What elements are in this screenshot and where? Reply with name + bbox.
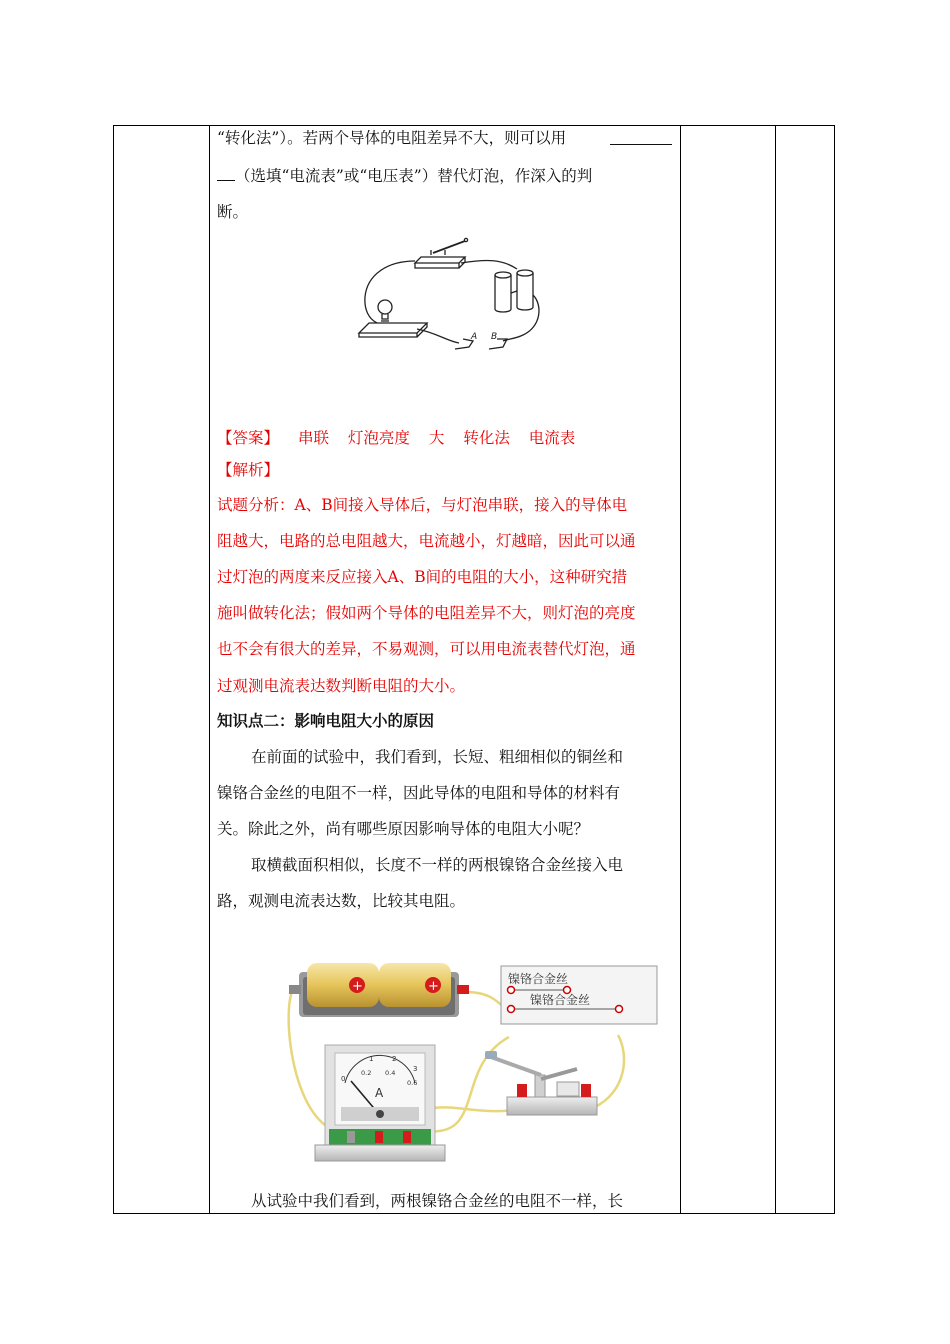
paragraph-line: 在前面的试验中，我们看到，长短、粗细相似的铜丝和: [251, 748, 624, 766]
answer-item: 灯泡亮度: [347, 429, 410, 447]
paragraph-line: 关。除此之外，尚有哪些原因影响导体的电阻大小呢？: [217, 820, 590, 838]
answer-item: 串联: [297, 429, 329, 447]
wire-label-1: 镍铬合金丝: [508, 972, 569, 986]
paragraph-line: 镍铬合金丝的电阻不一样，因此导体的电阻和导体的材料有: [217, 784, 621, 802]
column-divider-3: [775, 126, 776, 1213]
question-line-1: [217, 128, 672, 148]
answer-item: 转化法: [463, 429, 510, 447]
question-text-1: “转化法”）。若两个导体的电阻差异不大，则可以用: [217, 129, 567, 147]
analysis-line: 也不会有很大的差异，不易观测，可以用电流表替代灯泡，通: [217, 640, 636, 658]
analysis-line: 施叫做转化法；假如两个导体的电阻差异不大，则灯泡的亮度: [217, 604, 636, 622]
lamp-circuit-figure: [347, 235, 557, 355]
question-text-2: （选填“电流表”或“电压表”）替代灯泡，作深入的判: [235, 167, 593, 185]
paragraph-text: 从试验中我们看到，两根镍铬合金丝的电阻不一样，长: [251, 1192, 624, 1210]
analysis-tag: 【解析】: [217, 461, 280, 479]
answer-item: 大: [428, 429, 445, 447]
column-divider-2: [680, 126, 681, 1213]
scale-bottom-label: 0: [341, 1075, 346, 1083]
answer-blank-part1: [610, 128, 672, 145]
answer-item: 电流表: [528, 429, 576, 447]
scale-top-label: 3: [413, 1065, 418, 1073]
svg-text:+: +: [352, 979, 363, 994]
question-line-3: 断。: [217, 203, 249, 221]
scale-top-label: 2: [392, 1055, 397, 1063]
analysis-line: 阻越大，电路的总电阻越大，电流越小，灯越暗，因此可以通: [217, 532, 636, 550]
answer-line: [217, 428, 672, 448]
svg-text:+: +: [428, 979, 439, 994]
answer-blank-part2: [217, 164, 235, 181]
analysis-line: 过观测电流表达数判断电阻的大小。: [217, 677, 466, 695]
clip-a-label: A: [471, 332, 478, 342]
paragraph-line-last: [217, 1191, 672, 1211]
scale-bottom-label: 0.4: [385, 1069, 396, 1077]
ammeter-unit-label: A: [375, 1086, 384, 1100]
analysis-line: 试题分析：A、B间接入导体后，与灯泡串联，接入的导体电: [217, 496, 628, 514]
scale-bottom-label: 0.6: [407, 1079, 418, 1087]
section-heading: 知识点二：影响电阻大小的原因: [217, 711, 435, 730]
paragraph-line: 路，观测电流表达数，比较其电阻。: [217, 892, 466, 910]
nichrome-wire-circuit-figure: [285, 947, 665, 1172]
column-divider-1: [209, 126, 210, 1213]
paragraph-line: 取横截面积相似，长度不一样的两根镍铬合金丝接入电: [251, 856, 624, 874]
scale-top-label: 1: [369, 1055, 374, 1063]
analysis-line: 过灯泡的两度来反应接入A、B间的电阻的大小，这种研究措: [217, 568, 628, 586]
question-line-2: [217, 164, 672, 186]
answer-tag: 【答案】: [217, 429, 280, 447]
clip-b-label: B: [491, 332, 498, 342]
scale-bottom-label: 0.2: [361, 1069, 372, 1077]
wire-label-2: 镍铬合金丝: [530, 993, 591, 1007]
